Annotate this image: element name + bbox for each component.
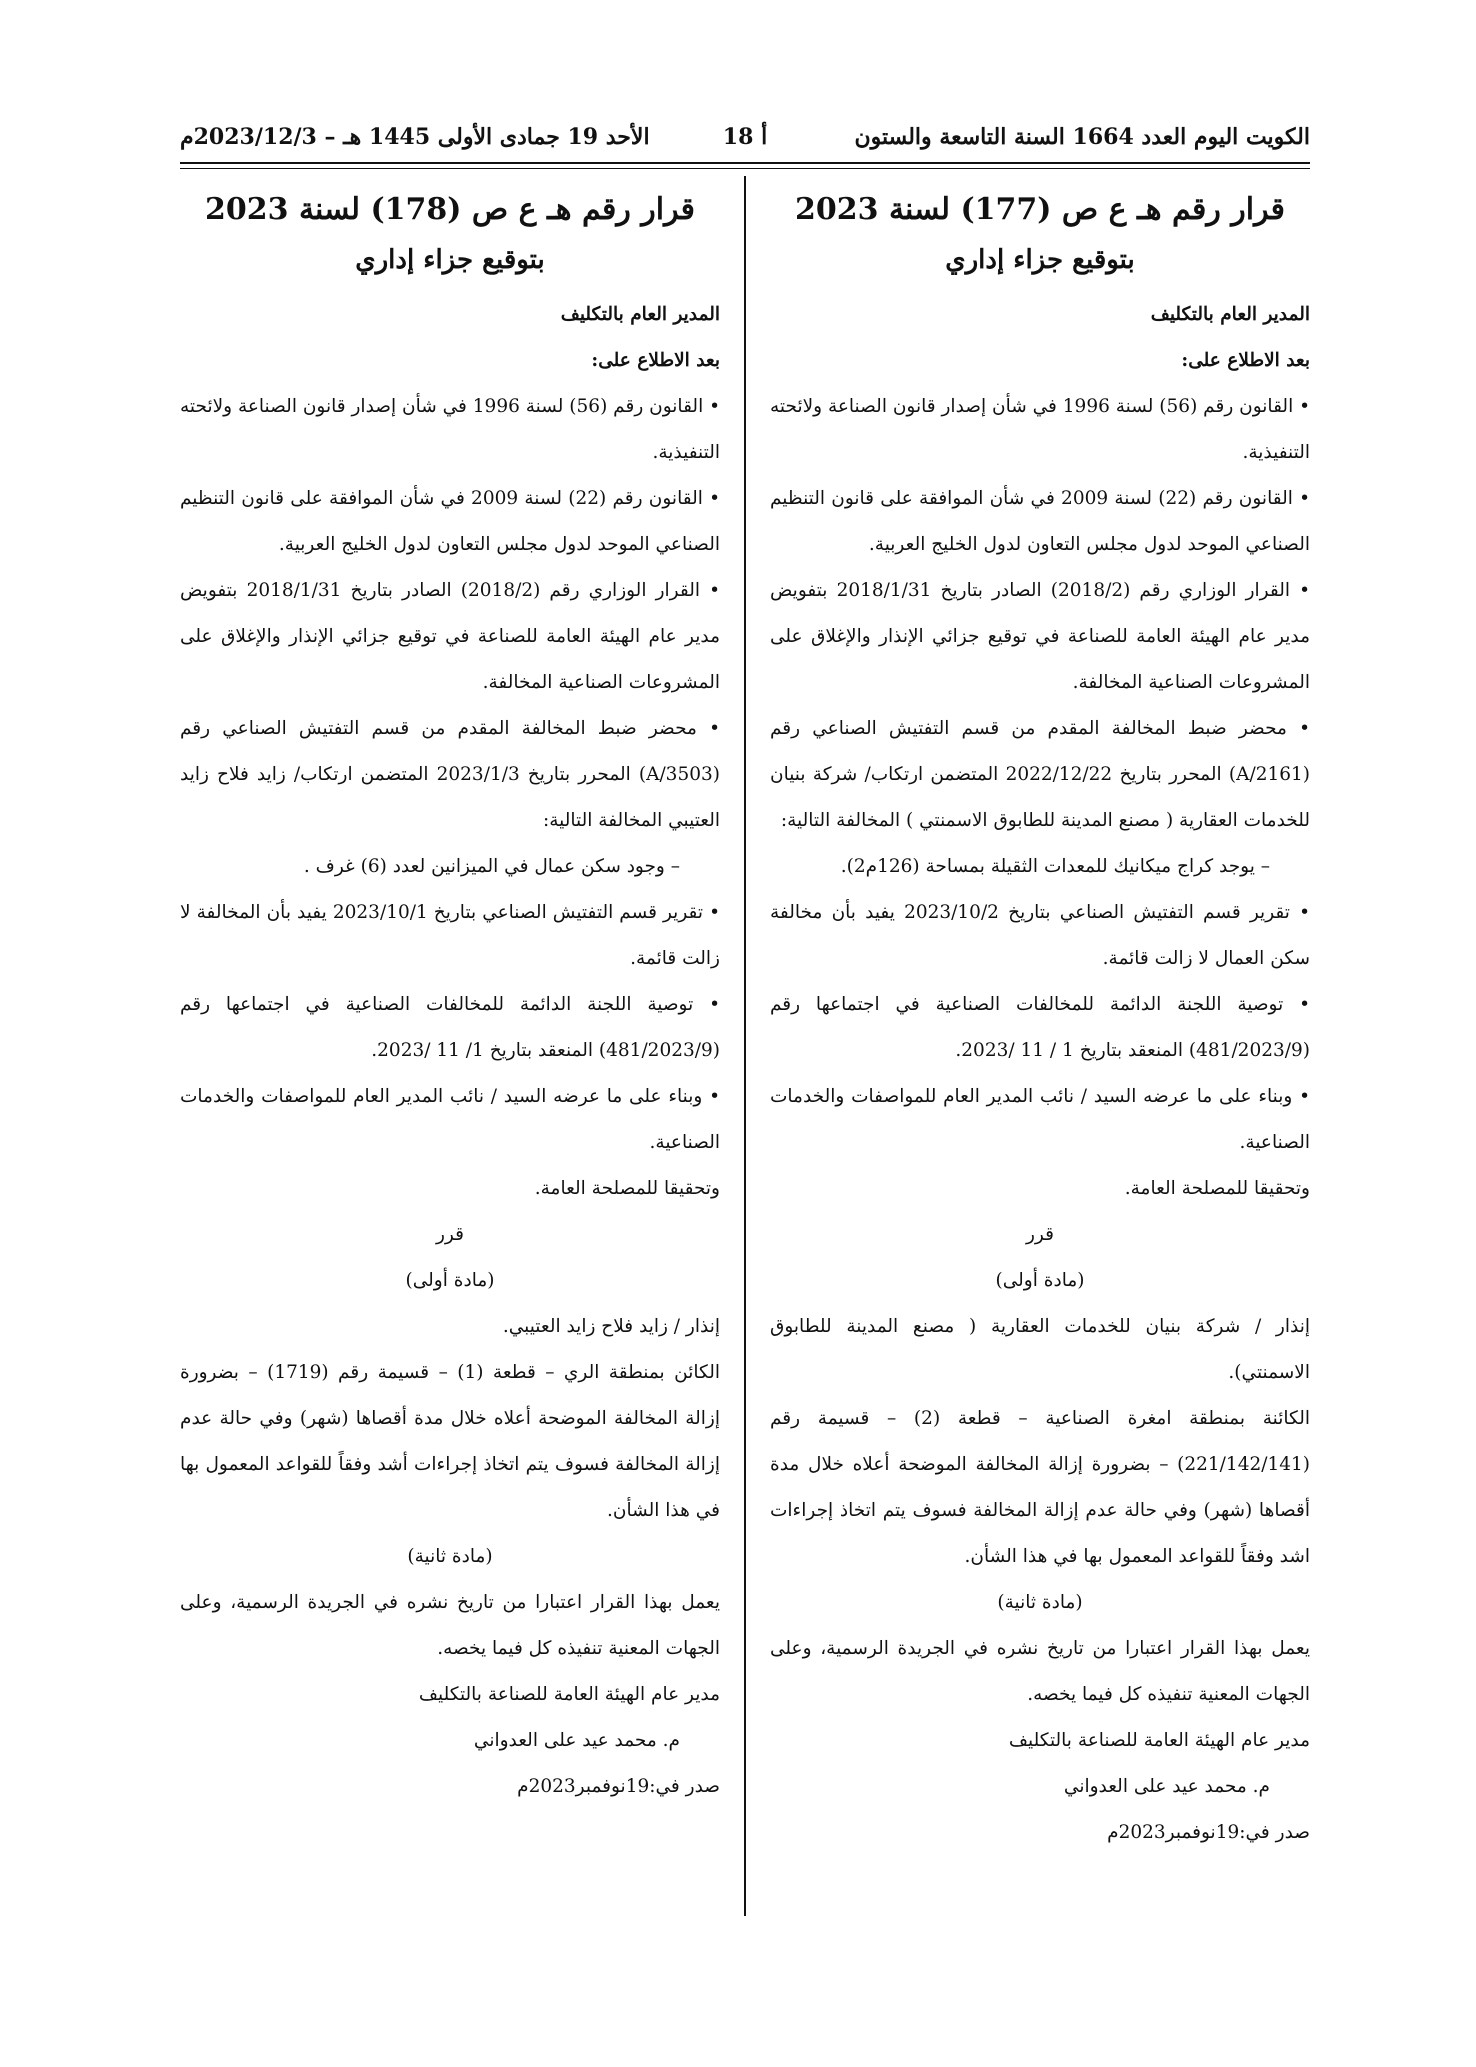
article-1-text: إنذار / زايد فلاح زايد العتيبي. <box>502 1316 720 1337</box>
signer-title: مدير عام الهيئة العامة للصناعة بالتكليف <box>1008 1730 1310 1751</box>
decision-title: قرار رقم هـ ع ص (178) لسنة 2023 <box>205 192 695 227</box>
header-rule-thick <box>180 162 1310 164</box>
page-header <box>180 118 1310 158</box>
page-number: أ 18 <box>722 124 768 150</box>
issuer-line: المدير العام بالتكليف <box>1150 304 1310 325</box>
decision-177-column <box>770 182 1310 1856</box>
header-rule-thin <box>180 168 1310 169</box>
public-interest-line: وتحقيقا للمصلحة العامة. <box>534 1178 720 1199</box>
article-1-detail: الكائنة بمنطقة امغرة الصناعية – قطعة (2) – قسيمة رقم (221/142/141) – بضرورة إزالة المخالفة الموضحة أعلاه خلال مدة أقصاها (شهر) وفي حالة عدم إزالة المخالفة فسوف يتم اتخاذ إجراءات اشد وفقاً للقواعد المعمول بها في هذا الشأن. <box>770 1408 1310 1567</box>
preamble-item: • توصية اللجنة الدائمة للمخالفات الصناعية في اجتماعها رقم (481/2023/9) المنعقد بتاريخ 1 / 11 /2023. <box>770 994 1310 1061</box>
decision-178-column <box>180 182 720 1810</box>
preamble-item: • تقرير قسم التفتيش الصناعي بتاريخ 2023/10/1 يفيد بأن المخالفة لا زالت قائمة. <box>180 902 720 969</box>
preamble-item: • القانون رقم (22) لسنة 2009 في شأن الموافقة على قانون التنظيم الصناعي الموحد لدول مجلس التعاون لدول الخليج العربية. <box>770 488 1310 555</box>
signer-name: م. محمد عيد على العدواني <box>473 1730 680 1751</box>
violation-item: – يوجد كراج ميكانيك للمعدات الثقيلة بمساحة (126م2). <box>840 856 1270 877</box>
signer-name: م. محمد عيد على العدواني <box>1063 1776 1270 1797</box>
preamble-item: • محضر ضبط المخالفة المقدم من قسم التفتيش الصناعي رقم (A/3503) المحرر بتاريخ 2023/1/3 المتضمن ارتكاب/ زايد فلاح زايد العتيبي المخالفة التالية: <box>180 718 720 831</box>
preamble-item: • تقرير قسم التفتيش الصناعي بتاريخ 2023/10/2 يفيد بأن مخالفة سكن العمال لا زالت قائمة. <box>770 902 1310 969</box>
after-review-line: بعد الاطلاع على: <box>1181 350 1310 371</box>
issued-date: صدر في:19نوفمبر2023م <box>517 1776 720 1797</box>
article-2-heading: (مادة ثانية) <box>997 1592 1083 1613</box>
after-review-line: بعد الاطلاع على: <box>591 350 720 371</box>
article-1-text: إنذار / شركة بنيان للخدمات العقارية ( مصنع المدينة للطابوق الاسمنتي). <box>770 1316 1310 1383</box>
decision-title: قرار رقم هـ ع ص (177) لسنة 2023 <box>795 192 1285 227</box>
preamble-item: • القانون رقم (22) لسنة 2009 في شأن الموافقة على قانون التنظيم الصناعي الموحد لدول مجلس التعاون لدول الخليج العربية. <box>180 488 720 555</box>
preamble-item: • القرار الوزاري رقم (2018/2) الصادر بتاريخ 2018/1/31 بتفويض مدير عام الهيئة العامة للصناعة في توقيع جزائي الإنذار والإغلاق على المشروعات الصناعية المخالفة. <box>770 580 1311 693</box>
article-2-text: يعمل بهذا القرار اعتبارا من تاريخ نشره في الجريدة الرسمية، وعلى الجهات المعنية تنفيذه كل فيما يخصه. <box>770 1638 1310 1705</box>
article-1-heading: (مادة أولى) <box>995 1270 1085 1291</box>
decision-subtitle: بتوقيع جزاء إداري <box>945 245 1135 275</box>
preamble-item: • القرار الوزاري رقم (2018/2) الصادر بتاريخ 2018/1/31 بتفويض مدير عام الهيئة العامة للصناعة في توقيع جزائي الإنذار والإغلاق على المشروعات الصناعية المخالفة. <box>180 580 721 693</box>
preamble-item: • القانون رقم (56) لسنة 1996 في شأن إصدار قانون الصناعة ولائحته التنفيذية. <box>180 396 721 463</box>
preamble-item: • وبناء على ما عرضه السيد / نائب المدير العام للمواصفات والخدمات الصناعية. <box>180 1086 720 1153</box>
decided-heading: قرر <box>436 1224 464 1245</box>
issue-date: الأحد 19 جمادى الأولى 1445 هـ – 2023/12/3م <box>180 124 650 150</box>
article-1-heading: (مادة أولى) <box>405 1270 495 1291</box>
decided-heading: قرر <box>1026 1224 1054 1245</box>
gazette-issue-info: الكويت اليوم العدد 1664 السنة التاسعة والستون <box>854 124 1310 150</box>
article-2-heading: (مادة ثانية) <box>407 1546 493 1567</box>
preamble-item: • وبناء على ما عرضه السيد / نائب المدير العام للمواصفات والخدمات الصناعية. <box>770 1086 1310 1153</box>
decision-subtitle: بتوقيع جزاء إداري <box>355 245 545 275</box>
issued-date: صدر في:19نوفمبر2023م <box>1107 1822 1310 1843</box>
signer-title: مدير عام الهيئة العامة للصناعة بالتكليف <box>418 1684 720 1705</box>
preamble-item: • القانون رقم (56) لسنة 1996 في شأن إصدار قانون الصناعة ولائحته التنفيذية. <box>770 396 1311 463</box>
preamble-item: • توصية اللجنة الدائمة للمخالفات الصناعية في اجتماعها رقم (481/2023/9) المنعقد بتاريخ 1/ 11 /2023. <box>180 994 720 1061</box>
violation-item: – وجود سكن عمال في الميزانين لعدد (6) غرف . <box>303 856 680 877</box>
preamble-item: • محضر ضبط المخالفة المقدم من قسم التفتيش الصناعي رقم (A/2161) المحرر بتاريخ 2022/12/22 المتضمن ارتكاب/ شركة بنيان للخدمات العقارية ( مصنع المدينة للطابوق الاسمنتي ) المخالفة التالية: <box>770 718 1311 831</box>
column-divider <box>744 176 746 1916</box>
article-1-detail: الكائن بمنطقة الري – قطعة (1) – قسيمة رقم (1719) – بضرورة إزالة المخالفة الموضحة أعلاه خلال مدة أقصاها (شهر) وفي حالة عدم إزالة المخالفة فسوف يتم اتخاذ إجراءات أشد وفقاً للقواعد المعمول بها في هذا الشأن. <box>180 1362 720 1521</box>
public-interest-line: وتحقيقا للمصلحة العامة. <box>1124 1178 1310 1199</box>
article-2-text: يعمل بهذا القرار اعتبارا من تاريخ نشره في الجريدة الرسمية، وعلى الجهات المعنية تنفيذه كل فيما يخصه. <box>180 1592 720 1659</box>
issuer-line: المدير العام بالتكليف <box>560 304 720 325</box>
